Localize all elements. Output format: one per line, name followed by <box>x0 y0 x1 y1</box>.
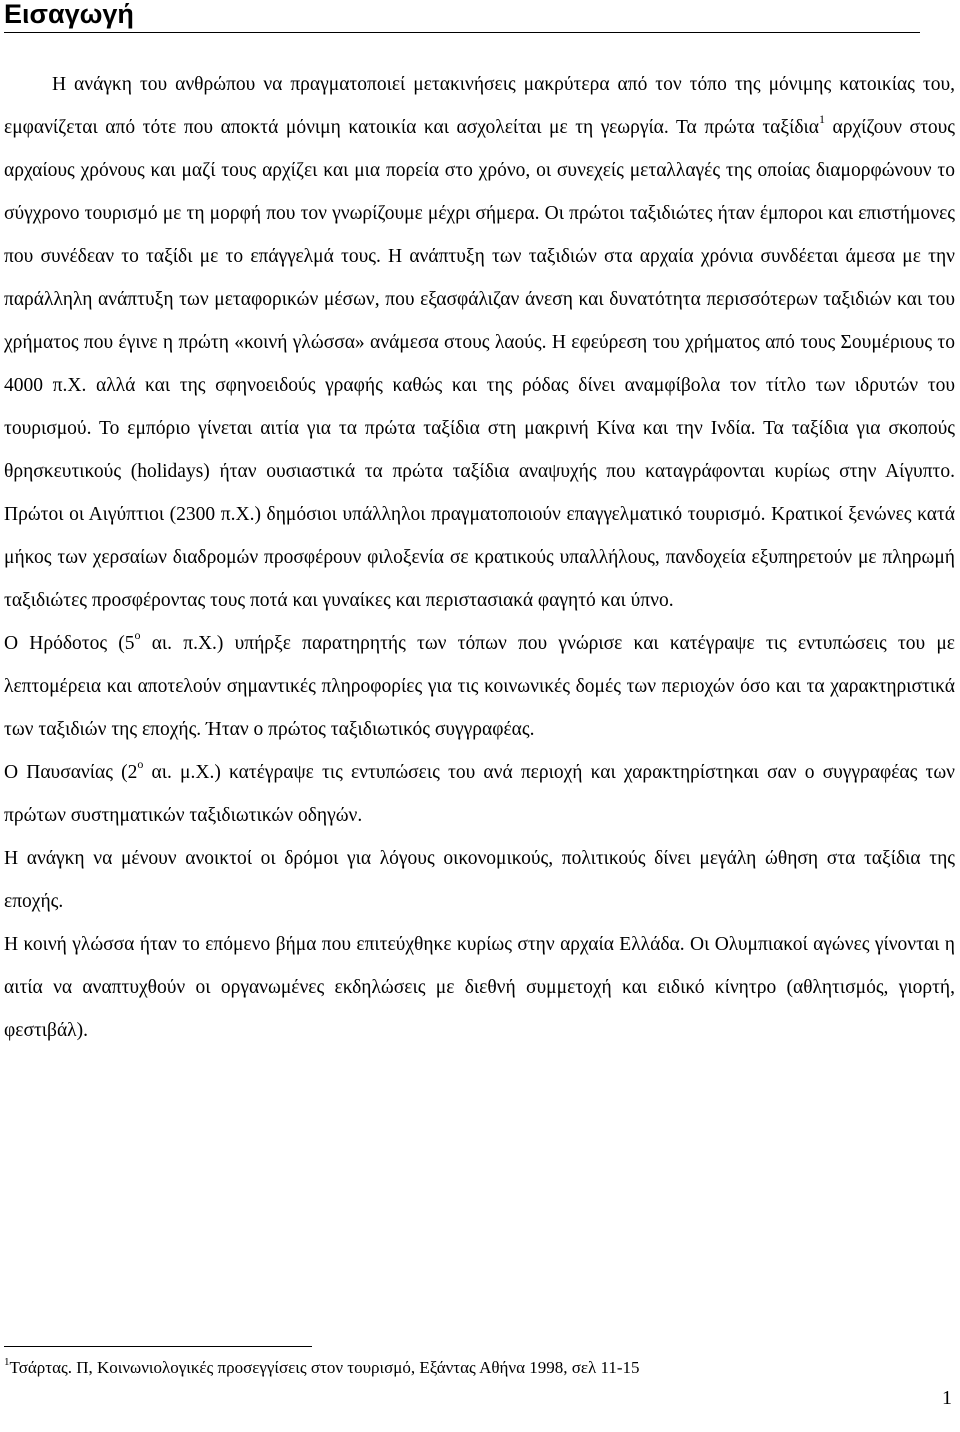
page-number: 1 <box>942 1387 952 1409</box>
superscript-ordinal: ο <box>137 757 144 771</box>
paragraph-text: αι. π.Χ.) υπήρξε παρατηρητής των τόπων που γνώρισε και κατέγραψε τις εντυπώσεις του με λεπτομέρεια και αποτελούν σημαντικές πληροφορίες για τις κοινωνικές δομές των περιοχών όσο και τα χαρακτηριστικά των ταξιδιών της εποχής. Ήταν ο πρώτος ταξιδιωτικός συγγραφέας. <box>4 633 955 740</box>
section-heading <box>4 0 920 33</box>
paragraph-text: Η ανάγκη του ανθρώπου να πραγματοποιεί μετακινήσεις μακρύτερα από τον τόπο της μόνιμης κατοικίας του, εμφανίζεται από τότε που αποκτά μόνιμη κατοικία και ασχολείται με τη γεωργία. Τα πρώτα ταξίδια <box>4 74 955 138</box>
paragraph-roads: Η ανάγκη να μένουν ανοικτοί οι δρόμοι για λόγους οικονομικούς, πολιτικούς δίνει μεγάλη ώθηση στα ταξίδια της εποχής. <box>4 848 955 912</box>
paragraph-pausanias <box>4 751 955 837</box>
paragraph-text: Ο Ηρόδοτος (5 <box>4 633 135 654</box>
footnote-mark: 1 <box>4 1356 10 1368</box>
footnote <box>4 1356 944 1380</box>
footnote-divider <box>4 1346 312 1347</box>
paragraph-text: αι. μ.Χ.) κατέγραψε τις εντυπώσεις του ανά περιοχή και χαρακτηρίστηκαι σαν ο συγγραφέας των πρώτων συστηματικών ταξιδιωτικών οδηγών. <box>4 762 956 826</box>
paragraph-text: Ο Παυσανίας (2 <box>4 762 138 783</box>
footnote-reference[interactable]: 1 <box>818 112 825 126</box>
paragraph-herodotus <box>4 622 955 751</box>
paragraph-intro <box>4 63 955 622</box>
superscript-ordinal: ο <box>134 628 141 642</box>
paragraph-common-language: Η κοινή γλώσσα ήταν το επόμενο βήμα που επιτεύχθηκε κυρίως στην αρχαία Ελλάδα. Οι Ολυμπιακοί αγώνες γίνονται η αιτία να αναπτυχθούν οι οργανωμένες εκδηλώσεις με διεθνή συμμετοχή και ειδικό κίνητρο (αθλητισμός, γιορτή, φεστιβάλ). <box>4 934 955 1041</box>
footnote-text: Τσάρτας. Π, Κοινωνιολογικές προσεγγίσεις στον τουρισμό, Εξάντας Αθήνα 1998, σελ 11-15 <box>9 1358 640 1377</box>
page-title: Εισαγωγή <box>4 0 134 29</box>
body-text <box>4 63 955 1052</box>
paragraph-text: αρχίζουν στους αρχαίους χρόνους και μαζί τους αρχίζει και μια πορεία στο χρόνο, οι συνεχείς μεταλλαγές της οποίας διαμορφώνουν το σύγχρονο τουρισμό με τη μορφή που τον γνωρίζουμε μέχρι σήμερα. Οι πρώτοι ταξιδιώτες ήταν έμποροι και επιστήμονες που συνέδεαν το ταξίδι με το επάγγελμά τους. Η ανάπτυξη των ταξιδιών στα αρχαία χρόνια συνδέεται άμεσα με την παράλληλη ανάπτυξη των μεταφορικών μέσων, που εξασφάλιζαν άνεση και δυνατότητα περισσότερων ταξιδιών και του χρήματος που έγινε η πρώτη «κοινή γλώσσα» ανάμεσα στους λαούς. Η εφεύρεση του χρήματος από τους Σουμέριους το 4000 π.Χ. αλλά και της σφηνοειδούς γραφής καθώς και της ρόδας δίνει αναμφίβολα τον τίτλο των ιδρυτών του τουρισμού. Το εμπόριο γίνεται αιτία για τα πρώτα ταξίδια στη μακρινή Κίνα και την Ινδία. Τα ταξίδια για σκοπούς θρησκευτικούς (holidays) ήταν ουσιαστικά τα πρώτα ταξίδια αναψυχής που καταγράφονται κυρίως στην Αίγυπτο. Πρώτοι οι Αιγύπτιοι (2300 π.Χ.) δημόσιοι υπάλληλοι πραγματοποιούν επαγγελματικό τουρισμό. Κρατικοί ξενώνες κατά μήκος των χερσαίων διαδρομών προσφέρουν φιλοξενία σε κρατικούς υπαλλήλους, πανδοχεία εξυπηρετούν με πληρωμή ταξιδιώτες προσφέροντας τους ποτά και γυναίκες και περιστασιακά φαγητό και ύπνο. <box>4 117 955 611</box>
